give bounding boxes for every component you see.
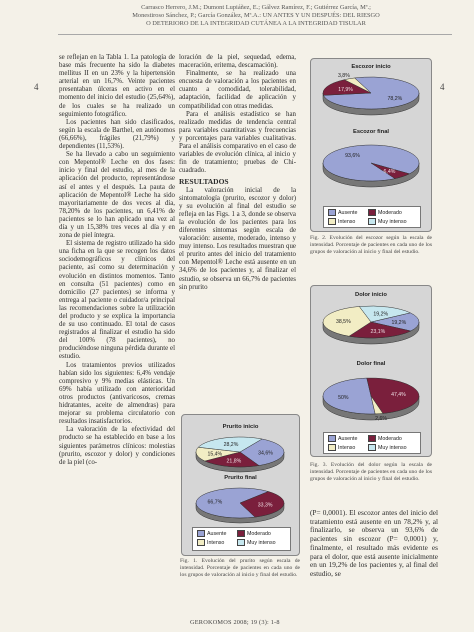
legend-label: Moderado	[378, 209, 402, 216]
paragraph: La valoración de la efectividad del producto se ha establecido en base a los siguientes parámetros clínicos: molestias (prurito, escozor y dolor) y condiciones de la piel (co-	[59, 426, 175, 466]
page-number-right: 4	[440, 82, 445, 92]
paragraph: Finalmente, se ha realizado una encuesta de valoración a los pacientes en cuanto a comodidad, tolerabilidad, adaptación, facilidad de aplicación y compatibilidad con otras medidas.	[179, 70, 296, 110]
page-number-left: 4	[34, 82, 39, 92]
legend-label: Ausente	[338, 209, 358, 216]
pie-escozor-final	[323, 145, 419, 187]
pie-dolor-final	[323, 378, 419, 422]
chart-title-dolor-final: Dolor final	[356, 361, 386, 367]
legend-label: Intenso	[338, 444, 356, 451]
paragraph: Se ha llevado a cabo un seguimiento con Mepentol® Leche en dos fases: inicio y final del estudio, al mes de la aplicación del producto, representándose así el antes y el después. La pauta de aplicación de Mepentol® Leche ha sido mayoritariamente de dos veces al día, 78,20% de los pacientes, un 6,41% de pacientes se lo han aplicado una vez al día y un 15,38% tres veces al día y en zona de piel íntegra.	[59, 151, 175, 240]
legend-label: Muy intenso	[378, 218, 407, 225]
legend-item-absent	[197, 530, 226, 537]
header-line-2: Monestiroso Sánchez, P.; García González, Mª.A.: UN ANTES Y UN DESPUÉS: DEL RIESGO	[132, 12, 380, 19]
pie-data-label: 3,8%	[337, 73, 350, 80]
legend-item-very-intense	[237, 539, 276, 546]
legend-item-moderate	[368, 209, 402, 216]
legend-swatch	[368, 444, 376, 451]
legend-item-moderate	[368, 435, 402, 442]
chart-title-escozor-final: Escozor final	[352, 129, 390, 135]
pie-data-label: 17,9%	[338, 87, 353, 94]
pie-data-label: 47,4%	[391, 392, 406, 399]
column-3	[310, 509, 438, 579]
pie-data-label: 19,2%	[373, 311, 389, 318]
legend-swatch	[368, 435, 376, 442]
legend-item-very-intense	[368, 218, 407, 225]
legend-label: Moderado	[378, 435, 402, 442]
pie-data-label: 93,6%	[345, 153, 360, 160]
legend-swatch	[328, 444, 336, 451]
legend-label: Muy intenso	[247, 539, 276, 546]
legend-label: Ausente	[207, 530, 227, 537]
pie-prurito-final	[196, 488, 284, 523]
section-heading: RESULTADOS	[179, 177, 229, 187]
pie-data-label: 19,2%	[391, 319, 407, 326]
legend-label: Intenso	[338, 218, 356, 225]
legend-swatch	[368, 209, 376, 216]
header-line-3: O DETERIORO DE LA INTEGRIDAD CUTÁNEA A LA INTEGRIDAD TISULAR	[146, 20, 366, 27]
column-2	[179, 54, 296, 292]
legend-item-moderate	[237, 530, 271, 537]
legend-swatch	[328, 209, 336, 216]
figure-3-panel	[310, 285, 432, 457]
legend-label: Moderado	[247, 530, 271, 537]
legend-swatch	[368, 218, 376, 225]
paragraph: Los tratamientos previos utilizados habían sido los siguientes: 6,4% vendaje compresivo y 9% medias elásticas. Un 69% había utilizado con anterioridad otros productos (antivaricosos, cremas hidratantes, aceite de almendras) para mejorar su problema circulatorio con resultados insatisfactorios.	[59, 361, 175, 426]
legend-label: Intenso	[207, 539, 225, 546]
legend-fig1	[192, 527, 291, 551]
chart-title-escozor-inicio: Escozor inicio	[351, 64, 391, 70]
figure-3-caption: Fig. 3. Evolución del dolor según la escala de intensidad. Porcentaje de pacientes en cada uno de los grupos de valoración al inicio y final del estudio.	[310, 462, 432, 482]
legend-swatch	[328, 435, 336, 442]
legend-swatch	[197, 539, 205, 546]
paragraph: (P= 0,0001). El escozor antes del inicio del tratamiento está ausente en un 78,2% y, al finalizarlo, se observa un 93,6% de pacientes sin escozor (P= 0,0001) y, finalmente, el resultado más evidente es para el dolor, que está ausente inicialmente en un 19,2% de los pacientes y, al final del estudio, se	[310, 508, 438, 578]
pie-data-label: 15,4%	[207, 451, 223, 458]
legend-fig2	[323, 206, 421, 228]
paragraph: El sistema de registro utilizado ha sido una ficha en la que se recogen los datos sociodemográficos y clínicos del paciente, así como su determinación y evolución en distintos momentos. Tanto en consulta (51 pacientes) como en domicilio (27 pacientes) se informa y entrega al paciente o cuidador/a principal las recomendaciones sobre la utilización del producto y se explica la importancia de su uso continuado. El total de casos registrados al finalizar el estudio ha sido del 100% (78 pacientes), no produciéndose ninguna pérdida durante el estudio.	[59, 240, 175, 361]
figure-2-panel	[310, 58, 432, 232]
pie-prurito-inicio	[196, 437, 284, 472]
legend-item-intense	[197, 539, 224, 546]
header-rule	[58, 34, 452, 35]
pie-escozor-inicio	[323, 73, 419, 115]
pie-data-label: 23,1%	[370, 328, 386, 335]
figure-2-caption: Fig. 2. Evolución del escozor según la escala de intensidad. Porcentaje de pacientes en cada uno de los grupos de valoración al inicio y final del estudio.	[310, 235, 432, 255]
chart-title-prurito-final: Prurito final	[224, 475, 257, 481]
legend-item-very-intense	[368, 444, 407, 451]
legend-item-intense	[328, 218, 355, 225]
header-line-1: Carrasco Herrero, J.M.; Dumont Lupiáñez, E.; Gálvez Ramírez, F.; Gutiérrez García, Mª.;	[141, 4, 371, 11]
legend-item-intense	[328, 444, 355, 451]
paragraph: loración de la piel, sequedad, edema, maceración, eritema, descamación).	[179, 54, 296, 70]
legend-swatch	[197, 530, 205, 537]
paragraph: se reflejan en la Tabla 1. La patología de base más frecuente ha sido la diabetes mellitus II en un 23% y la hipertensión arterial en un 16,7%. Veinte pacientes presentaban úlceras en activo en el momento del inicio del estudio (25,64%), de los cuales se ha realizado un seguimiento fotográfico.	[59, 54, 175, 118]
pie-data-label: 50%	[338, 394, 349, 401]
figure-1-caption: Fig. 1. Evolución del prurito según escala de intensidad. Porcentaje de pacientes en cada uno de los grupos de valoración al inicio y final del estudio.	[180, 558, 300, 578]
paragraph: Los pacientes han sido clasificados, según la escala de Barthel, en autónomos (66,66%), frágiles (21,79%) y dependientes (11,53%).	[59, 118, 175, 151]
pie-data-label: 21,8%	[226, 458, 242, 465]
pie-dolor-inicio	[323, 306, 419, 344]
legend-swatch	[328, 218, 336, 225]
journal-footer: GEROKOMOS 2008; 19 (3): 1-8	[190, 619, 280, 626]
column-1	[59, 54, 175, 467]
pie-data-label: 78,2%	[387, 95, 403, 102]
figure-1-panel	[181, 414, 300, 556]
pie-data-label: 6,4%	[383, 168, 396, 175]
pie-data-label: 38,5%	[335, 318, 351, 325]
paragraph: La valoración inicial de la sintomatología (prurito, escozor y dolor) y su evolución al final del estudio se refleja en las Figs. 1 a 3, donde se observa la evolución de los pacientes para los diferentes síntomas según escala de valoración: ausente, moderado, intenso y muy intenso. Los resultados muestran que el prurito antes del inicio del tratamiento con Mepentol® Leche está ausente en un 34,6% de los pacientes y, al finalizar el estudio, se observa un 66,7% de pacientes sin prurito	[179, 186, 296, 291]
pie-data-label: 66,7%	[207, 499, 223, 506]
legend-swatch	[237, 530, 245, 537]
paragraph: Para el análisis estadístico se han realizado medidas de tendencia central para variables cuantitativas y frecuencias y porcentajes para variables cualitativas. Para el análisis comparativo en el caso de variables de evolución clínica, al inicio y fin de tratamiento; pruebas de Chi-cuadrado.	[179, 110, 296, 175]
chart-title-dolor-inicio: Dolor inicio	[355, 292, 387, 298]
legend-fig3	[323, 432, 421, 454]
legend-label: Ausente	[338, 435, 358, 442]
legend-item-absent	[328, 435, 357, 442]
running-header	[58, 4, 454, 28]
legend-swatch	[237, 539, 245, 546]
pie-data-label: 34,6%	[258, 450, 273, 457]
legend-item-absent	[328, 209, 357, 216]
pie-data-label: 28,2%	[223, 441, 239, 448]
legend-label: Muy intenso	[378, 444, 407, 451]
pie-data-label: 2,6%	[375, 416, 388, 423]
chart-title-prurito-inicio: Prurito inicio	[222, 424, 259, 430]
figure-3-svg	[311, 286, 431, 456]
pie-data-label: 33,3%	[257, 502, 273, 509]
